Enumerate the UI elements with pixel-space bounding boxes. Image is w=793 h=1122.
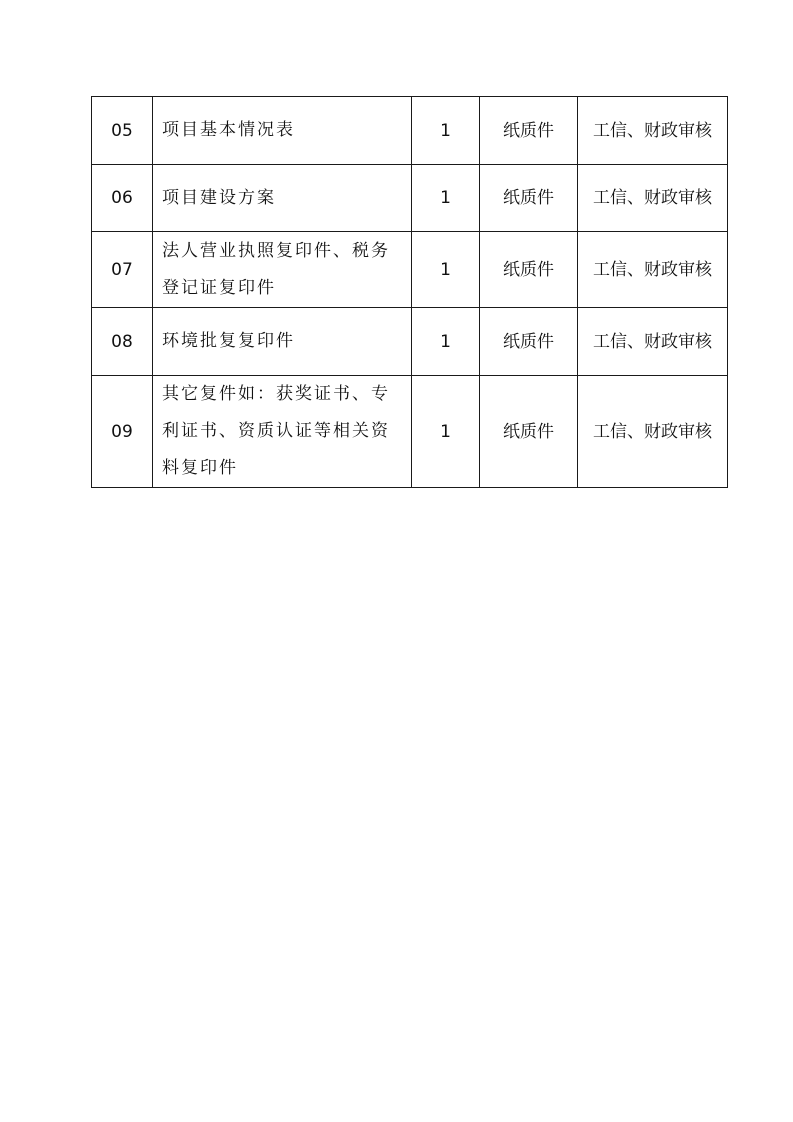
item-name — [153, 97, 412, 165]
item-name — [153, 308, 412, 376]
row-number: 08 — [92, 308, 153, 376]
item-quantity: 1 — [412, 232, 480, 308]
table-row — [92, 376, 728, 488]
row-number: 07 — [92, 232, 153, 308]
row-number: 05 — [92, 97, 153, 165]
item-review-text: 工信、财政审核 — [593, 331, 712, 352]
item-name-text: 环境批复复印件 — [162, 331, 295, 351]
item-review — [578, 308, 728, 376]
item-format: 纸质件 — [480, 376, 578, 488]
item-quantity: 1 — [412, 308, 480, 376]
item-quantity: 1 — [412, 376, 480, 488]
item-format: 纸质件 — [480, 97, 578, 165]
item-review — [578, 376, 728, 488]
table-row — [92, 232, 728, 308]
table-row — [92, 97, 728, 165]
item-format: 纸质件 — [480, 232, 578, 308]
document-table — [91, 96, 728, 488]
item-name — [153, 232, 412, 308]
item-quantity: 1 — [412, 97, 480, 165]
table-row — [92, 165, 728, 232]
item-review-text: 工信、财政审核 — [593, 259, 712, 280]
item-name — [153, 165, 412, 232]
item-review — [578, 232, 728, 308]
item-name-text: 法人营业执照复印件、税务登记证复印件 — [162, 240, 390, 298]
item-name-text: 项目基本情况表 — [162, 120, 295, 140]
item-review-text: 工信、财政审核 — [593, 421, 712, 442]
item-name-text: 其它复件如：获奖证书、专利证书、资质认证等相关资料复印件 — [162, 384, 390, 478]
item-format: 纸质件 — [480, 308, 578, 376]
table-row — [92, 308, 728, 376]
item-review — [578, 97, 728, 165]
item-format: 纸质件 — [480, 165, 578, 232]
row-number: 09 — [92, 376, 153, 488]
item-review — [578, 165, 728, 232]
row-number: 06 — [92, 165, 153, 232]
item-review-text: 工信、财政审核 — [593, 120, 712, 141]
item-name-text: 项目建设方案 — [162, 187, 276, 208]
item-quantity: 1 — [412, 165, 480, 232]
item-name — [153, 376, 412, 488]
item-review-text: 工信、财政审核 — [593, 188, 712, 208]
